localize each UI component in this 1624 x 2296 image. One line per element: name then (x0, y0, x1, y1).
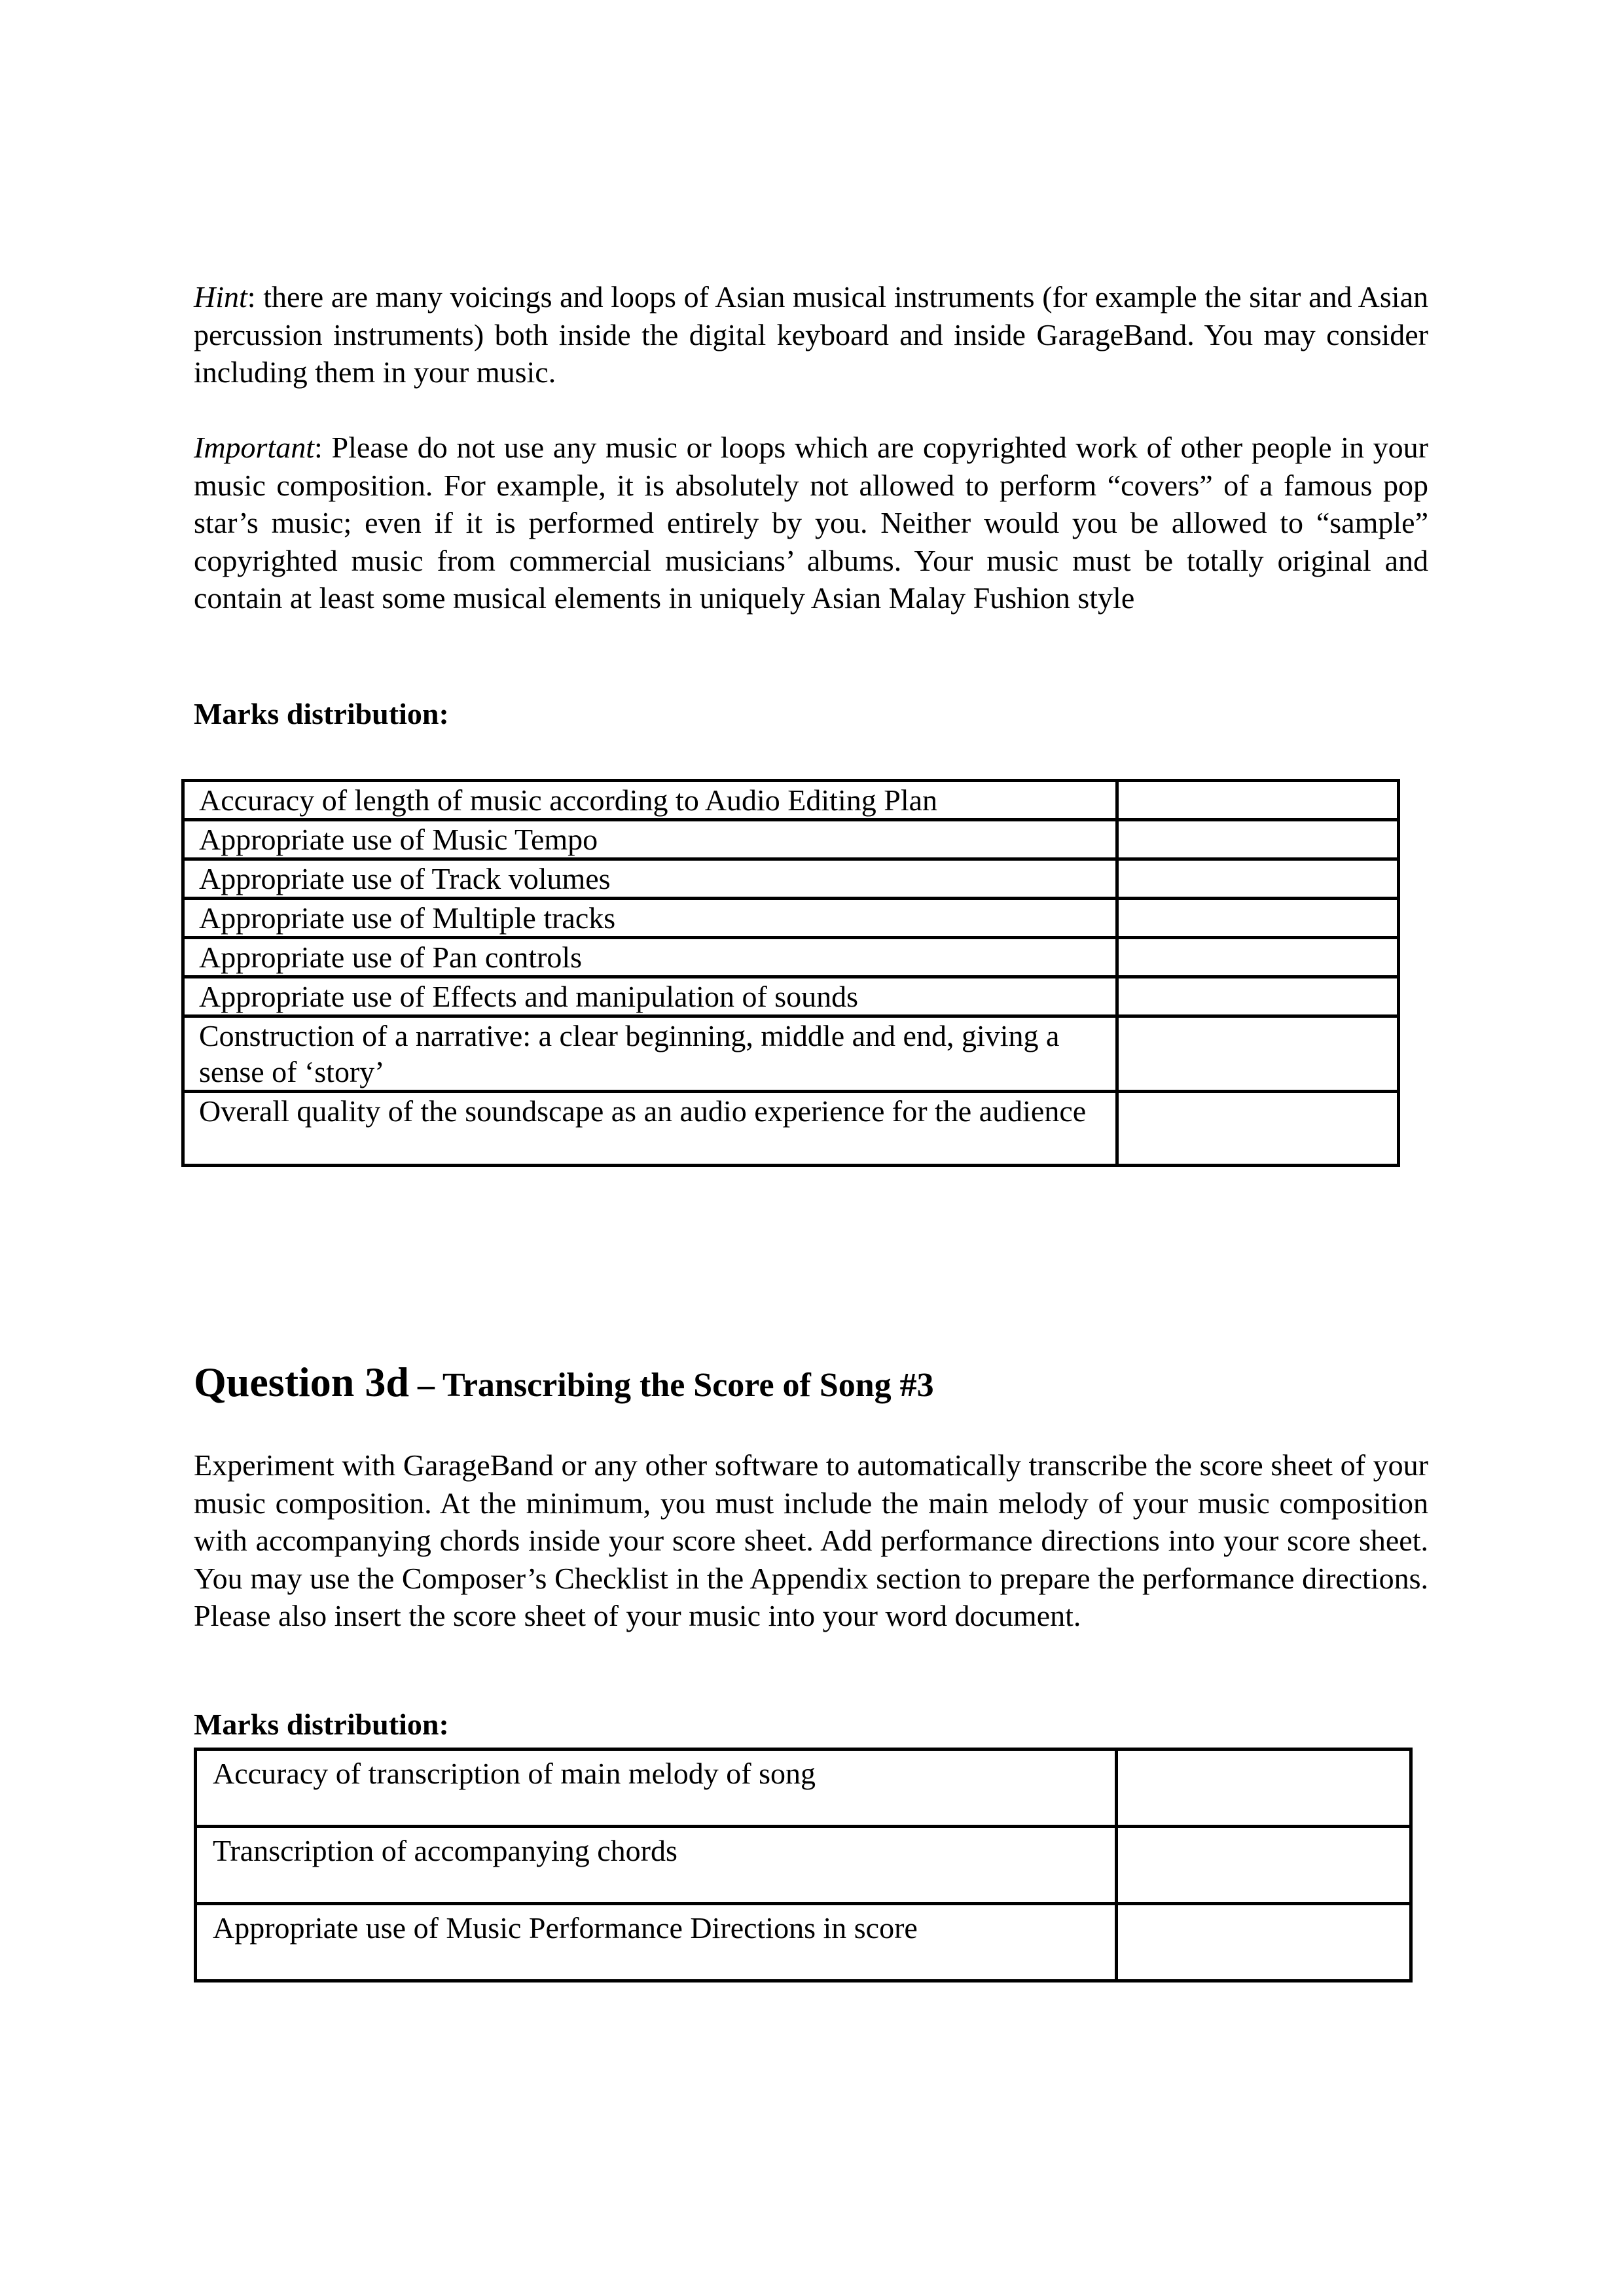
mark-cell[interactable] (1117, 1827, 1411, 1904)
criterion-cell: Accuracy of transcription of main melody of song (196, 1749, 1117, 1827)
table-row (196, 1827, 1411, 1904)
criterion-cell: Appropriate use of Track volumes (183, 859, 1117, 899)
marks-heading-2: Marks distribution: (194, 1708, 449, 1741)
table-row (183, 859, 1399, 899)
mark-cell[interactable] (1117, 899, 1399, 938)
table-row (183, 820, 1399, 859)
question-title: Transcribing the Score of Song #3 (442, 1367, 934, 1404)
mark-cell[interactable] (1117, 1749, 1411, 1827)
criterion-cell: Appropriate use of Pan controls (183, 938, 1117, 977)
hint-paragraph (194, 278, 1428, 391)
criterion-cell: Appropriate use of Music Performance Directions in score (196, 1904, 1117, 1981)
criterion-cell: Accuracy of length of music according to Audio Editing Plan (183, 781, 1117, 820)
table-row (183, 1016, 1399, 1092)
question-heading (194, 1358, 934, 1407)
table-row (183, 977, 1399, 1016)
table-row (196, 1749, 1411, 1827)
marks-heading-1: Marks distribution: (194, 697, 449, 730)
mark-cell[interactable] (1117, 859, 1399, 899)
marks-table-1 (181, 779, 1400, 1167)
table-row (183, 938, 1399, 977)
mark-cell[interactable] (1117, 1092, 1399, 1166)
mark-cell[interactable] (1117, 977, 1399, 1016)
table-row (183, 899, 1399, 938)
mark-cell[interactable] (1117, 781, 1399, 820)
question-separator: – (408, 1367, 443, 1404)
criterion-cell: Transcription of accompanying chords (196, 1827, 1117, 1904)
table-row (196, 1904, 1411, 1981)
marks-table-2 (194, 1748, 1413, 1982)
important-paragraph (194, 429, 1428, 617)
important-label: Important (194, 431, 314, 464)
question-number: Question 3d (194, 1359, 409, 1405)
hint-text: : there are many voicings and loops of Asian musical instruments (for example the sitar and Asian percussion instruments) both inside the digital keyboard and inside GarageBand. You may consider including them in your music. (194, 280, 1428, 389)
criterion-cell: Overall quality of the soundscape as an audio experience for the audience (183, 1092, 1117, 1166)
table-row (183, 781, 1399, 820)
mark-cell[interactable] (1117, 938, 1399, 977)
hint-label: Hint (194, 280, 247, 314)
question-body: Experiment with GarageBand or any other software to automatically transcribe the score sheet of your music composition. At the minimum, you must include the main melody of your music composition with accompanying chords inside your score sheet. Add performance directions into your score sheet. You may use the Composer’s Checklist in the Appendix section to prepare the performance directions. Please also insert the score sheet of your music into your word document. (194, 1448, 1428, 1632)
mark-cell[interactable] (1117, 1904, 1411, 1981)
criterion-cell: Appropriate use of Multiple tracks (183, 899, 1117, 938)
important-text: : Please do not use any music or loops which are copyrighted work of other people in your music composition. For example, it is absolutely not allowed to perform “covers” of a famous pop star’s music; even if it is performed entirely by you. Neither would you be allowed to “sample” copyrighted music from commercial musicians’ albums. Your music must be totally original and contain at least some musical elements in uniquely Asian Malay Fushion style (194, 431, 1428, 615)
mark-cell[interactable] (1117, 1016, 1399, 1092)
criterion-cell: Construction of a narrative: a clear beginning, middle and end, giving a sense of ‘story’ (183, 1016, 1117, 1092)
mark-cell[interactable] (1117, 820, 1399, 859)
table-row (183, 1092, 1399, 1166)
criterion-cell: Appropriate use of Music Tempo (183, 820, 1117, 859)
criterion-cell: Appropriate use of Effects and manipulation of sounds (183, 977, 1117, 1016)
